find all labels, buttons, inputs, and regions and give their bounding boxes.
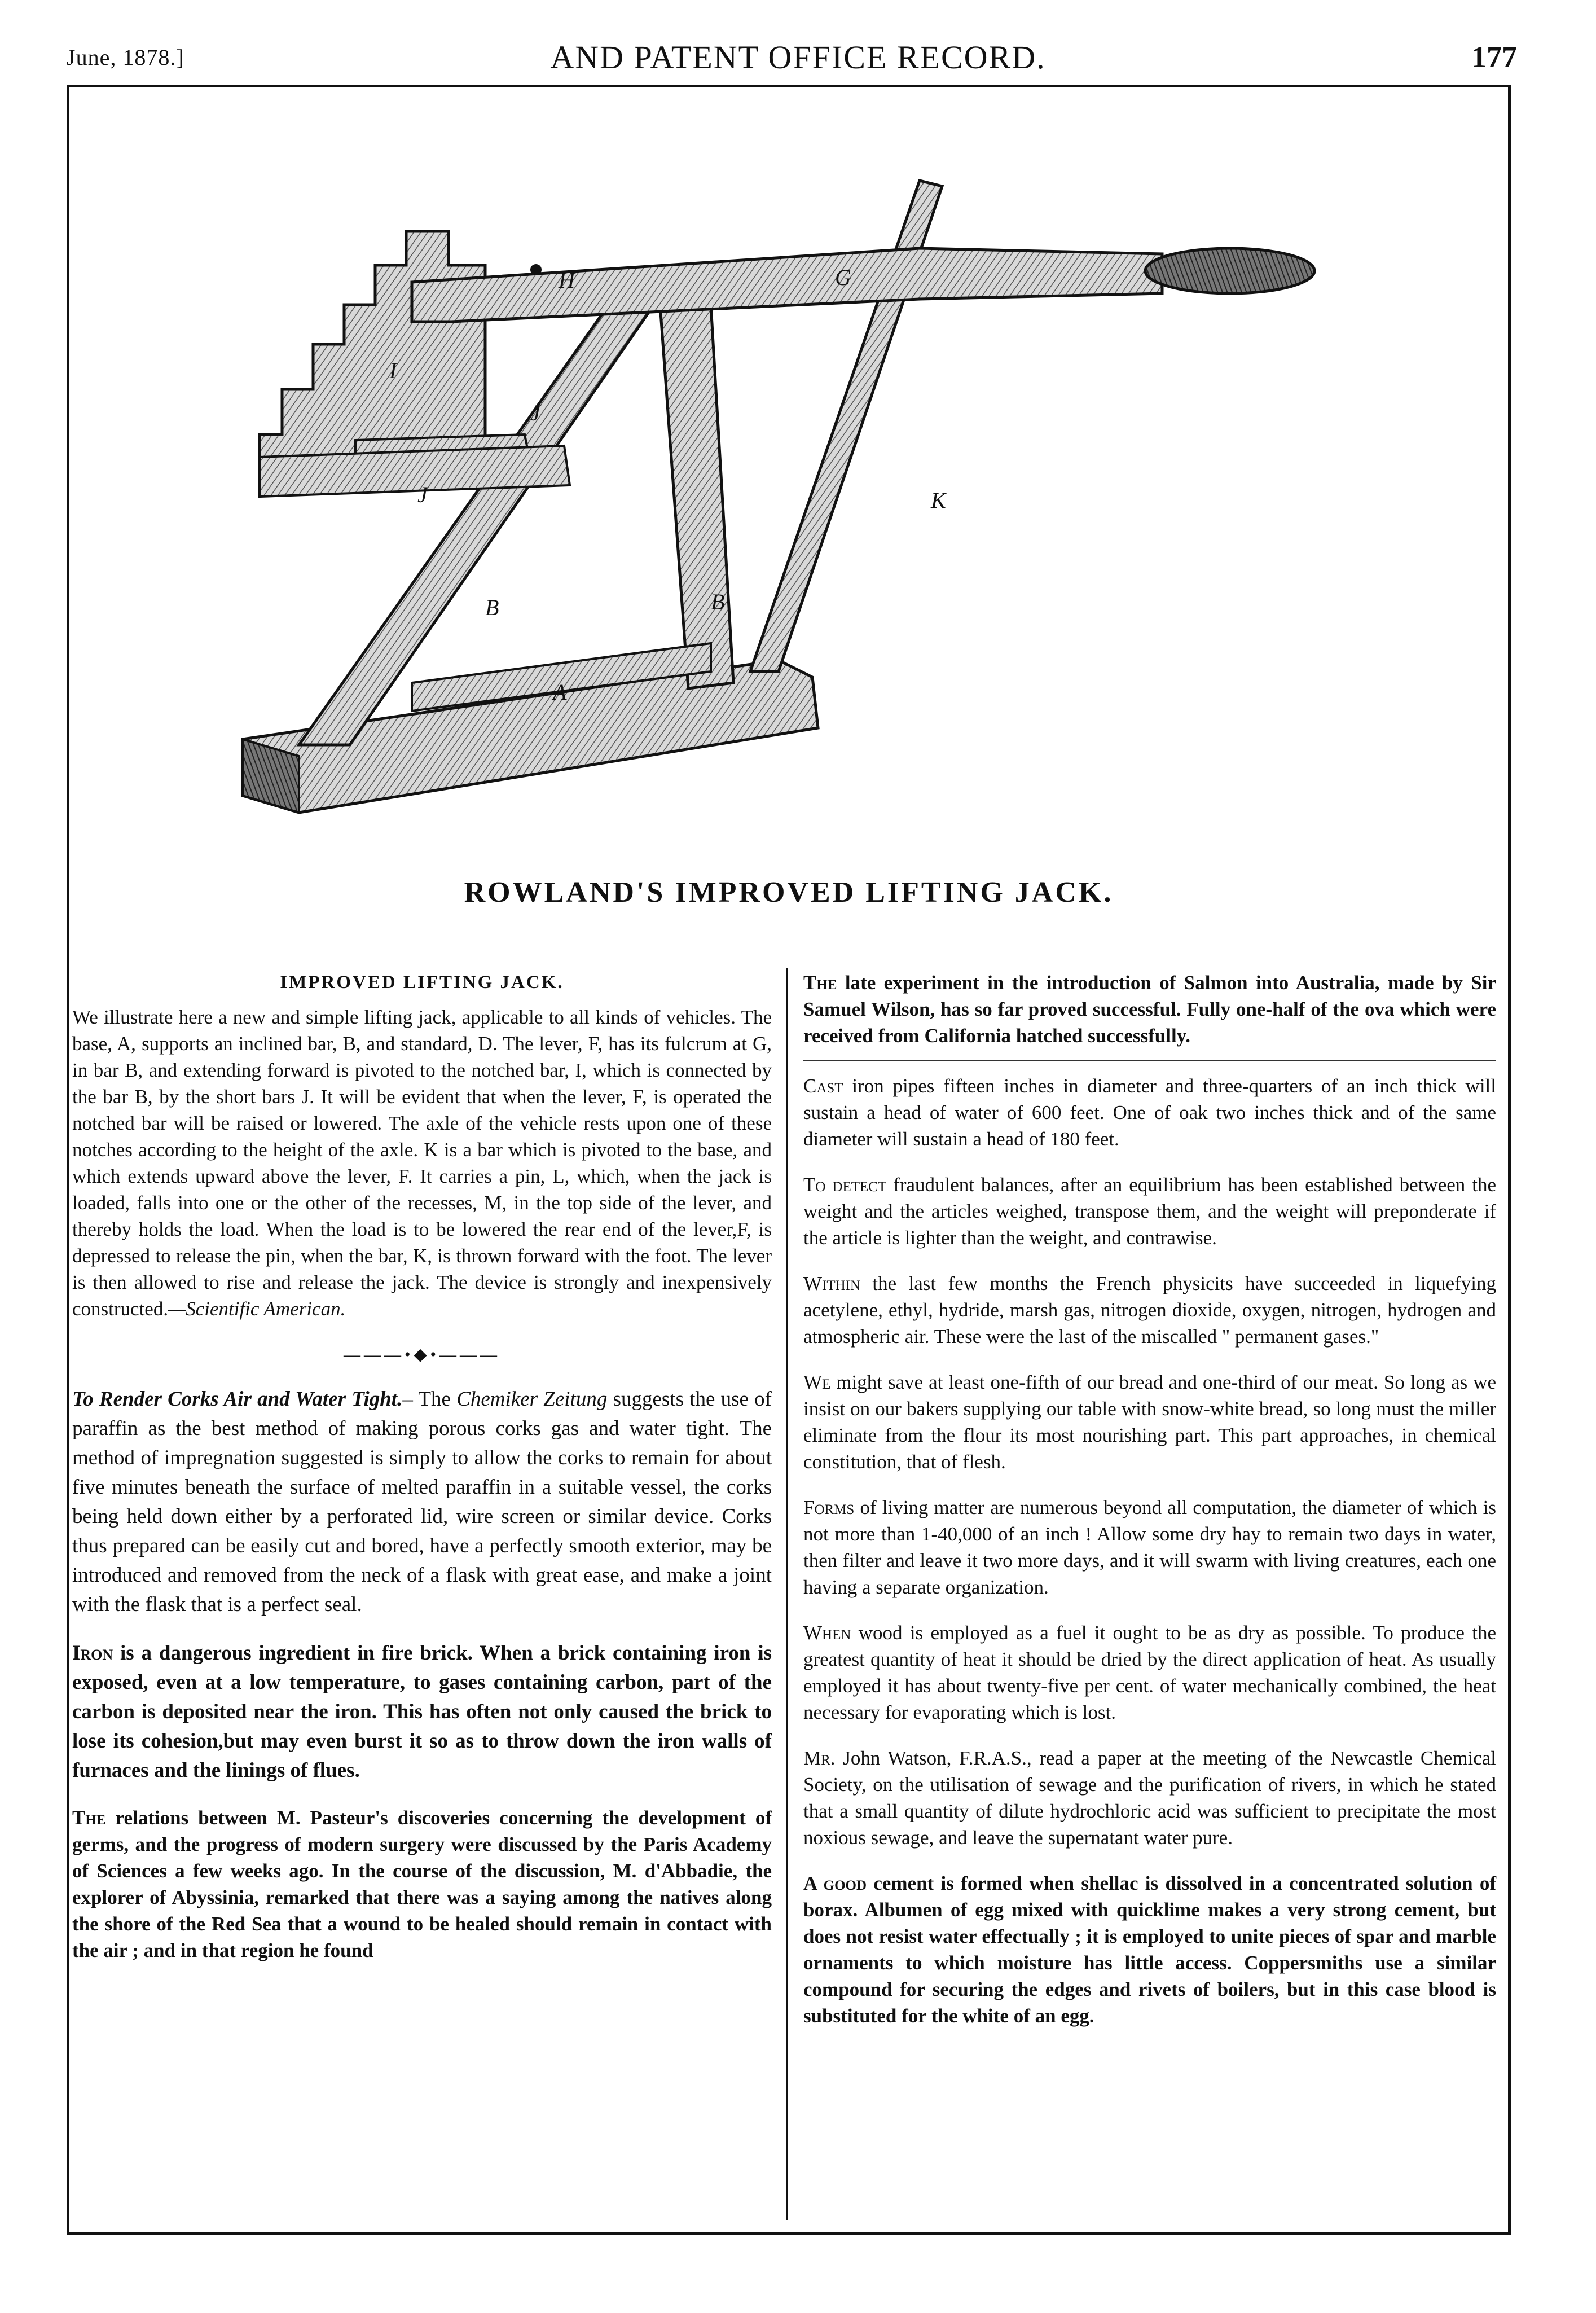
note-balances — [803, 1171, 1496, 1251]
note-gases — [803, 1270, 1496, 1350]
note-salmon-lead: The — [803, 972, 837, 994]
article-corks-title: To Render Corks Air and Water Tight. — [72, 1388, 403, 1411]
note-wood-fuel-body: wood is employed as a fuel it ought to be as dry as possible. To produce the greatest quantity of heat it should be dried by the direct application of heat. As usually employed it has about twenty-five per cent. of water mechanically combined, the heat necessary for evaporating which is lost. — [803, 1622, 1497, 1723]
note-balances-body: fraudulent balances, after an equilibrium has been established between the weight and the articles weighed, transpose them, and the weight will preponderate if the article is lighter than the weight, and contrawise. — [803, 1174, 1496, 1249]
article-corks-source: Chemiker Zeitung — [456, 1388, 608, 1411]
note-gases-lead: Within — [803, 1272, 861, 1294]
note-rule — [803, 1060, 1496, 1061]
standard-bar — [660, 305, 733, 688]
svg-text:J: J — [417, 482, 428, 507]
article-iron — [72, 1639, 772, 1785]
column-divider — [786, 968, 788, 2220]
note-salmon-body: late experiment in the introduction of Salmon into Australia, made by Sir Samuel Wilson, has so far proved successful. Fully one-half of the ova which were received from California hatched successfully. — [803, 972, 1496, 1047]
note-cast-iron — [803, 1073, 1496, 1152]
lever-handle — [1145, 248, 1314, 293]
note-cement — [803, 1870, 1496, 2029]
note-cement-body: cement is formed when shellac is dissolved in a concentrated solution of borax. Albumen of egg mixed with quicklime makes a very strong cement, but does not resist water effectually ; it is employed to unite pieces of spar and marble ornaments to which moisture has little access. Coppersmiths use a similar compound for securing the edges and rivets of boilers, but in this case blood is substituted for the white of an egg. — [803, 1872, 1496, 2027]
right-column — [803, 969, 1496, 2048]
lifting-jack-illustration — [169, 118, 1410, 852]
article-iron-body: is a dangerous ingredient in fire brick. When a brick containing iron is exposed, even at a low temperature, to gases containing carbon, part of the carbon is deposited near the iron. This has often not only caused the brick to lose its cohesion,but may even burst it so as to throw down the iron walls of furnaces and the linings of flues. — [72, 1642, 772, 1782]
article-lifting-jack-body: We illustrate here a new and simple lifting jack, applicable to all kinds of vehicles. The base, A, supports an inclined bar, B, and standard, D. The lever, F, has its fulcrum at G, in bar B, and extending forward is pivoted to the notched bar, I, which is connected by the bar B, by the short bars J. It will be evident that when the lever, F, is operated the notched bar will be raised or lowered. The axle of the vehicle rests upon one of these notches according to the height of the axle. K is a bar which is pivoted to the base, and which extends upward above the lever, F. It carries a pin, L, which, when the jack is loaded, falls into one or the other of the recesses, M, in the top side of the lever, and thereby holds the load. When the load is to be lowered the rear end of the lever,F, is depressed to release the pin, when the bar, K, is thrown forward with the foot. The lever is then allowed to rise and release the jack. The device is strongly and inexpensively constructed. — [72, 1006, 772, 1320]
lever — [412, 248, 1162, 322]
note-wood-fuel — [803, 1619, 1496, 1726]
article-heading-lifting-jack: IMPROVED LIFTING JACK. — [280, 972, 564, 993]
svg-text:B: B — [485, 595, 499, 620]
note-living-matter — [803, 1494, 1496, 1600]
note-cement-lead: A good — [803, 1872, 867, 1894]
section-ornament: ———•◆•——— — [343, 1345, 501, 1364]
note-cast-iron-lead: Cast — [803, 1075, 843, 1097]
note-salmon — [803, 969, 1496, 1049]
article-pasteur-body: relations between M. Pasteur's discoveries concerning the development of germs, and the progress of modern surgery were discussed by the Paris Academy of Sciences a few weeks ago. In the course of the discussion, M. d'Abbadie, the explorer of Abyssinia, remarked that there was a saying among the natives along the shore of the Red Sea that a wound to be healed should remain in contact with the air ; and in that region he found — [72, 1807, 772, 1961]
svg-text:J: J — [530, 400, 540, 425]
article-lifting-jack-source: —Scientific American. — [168, 1298, 346, 1320]
note-bread — [803, 1369, 1496, 1475]
note-cast-iron-body: iron pipes fifteen inches in diameter and three-quarters of an inch thick will sustain a head of water of 600 feet. One of oak two inches thick and of the same diameter will sustain a head of 180 feet. — [803, 1075, 1497, 1150]
note-living-matter-body: of living matter are numerous beyond all computation, the diameter of which is not more than 1-40,000 of an inch ! Allow some dry hay to remain two days in water, then filter and leave it two more days, and it will swarm with living creatures, each one having a separate organization. — [803, 1496, 1496, 1598]
note-sewage-lead: Mr. — [803, 1747, 836, 1769]
page-number: 177 — [1471, 40, 1517, 74]
svg-text:H: H — [559, 267, 575, 293]
figure-caption: ROWLAND'S IMPROVED LIFTING JACK. — [464, 876, 1114, 908]
article-pasteur — [72, 1805, 772, 1964]
svg-text:A: A — [553, 679, 567, 705]
note-gases-body: the last few months the French physicits have succeeded in liquefying acetylene, ethyl, hydride, marsh gas, nitrogen dioxide, oxygen, nitrogen, hydrogen and atmospheric air. These were the last of the miscalled " permanent gases." — [803, 1272, 1497, 1348]
note-sewage-body: John Watson, F.R.A.S., read a paper at the meeting of the Newcastle Chemical Society, on the utilisation of sewage and the purification of rivers, in which he stated that a small quantity of dilute hydrochloric acid was sufficient to precipitate the most noxious sewage, and leave the supernatant water pure. — [803, 1747, 1497, 1849]
svg-text:G: G — [835, 265, 851, 290]
article-corks-pre: The — [418, 1388, 451, 1411]
article-corks-body: suggests the use of paraffin as the best method of making porous corks gas and water tight. The method of impregnation suggested is simply to allow the corks to remain for about five minutes beneath the surface of melted paraffin in a suitable vessel, the corks being held down either by a perforated lid, wire screen or similar device. Corks thus prepared can be easily cut and bored, have a perfectly smooth exterior, may be introduced and removed from the neck of a flask with great ease, and make a joint with the flask that is a perfect seal. — [72, 1388, 772, 1616]
note-bread-body: might save at least one-fifth of our bread and one-third of our meat. So long as we insist on our bakers supplying our table with snow-white bread, so long must the miller eliminate from the flour its most nourishing part. This part approaches, in chemical constitution, that of flesh. — [803, 1371, 1496, 1473]
note-bread-lead: We — [803, 1371, 831, 1393]
note-wood-fuel-lead: When — [803, 1622, 851, 1644]
note-sewage — [803, 1745, 1496, 1851]
page-header — [0, 0, 1596, 85]
svg-text:K: K — [931, 488, 946, 513]
article-pasteur-lead: The — [72, 1807, 106, 1829]
article-corks: To Render Corks Air and Water Tight.– The Chemiker Zeitung suggests the use of paraffin as the best method of making porous corks gas and water tight. The method of impregnation suggested is simply to allow the corks to remain for about five minutes beneath the surface of melted paraffin in a suitable vessel, the corks being held down either by a perforated lid, wire screen or similar device. Corks thus prepared can be easily cut and bored, have a perfectly smooth exterior, may be introduced and removed from the neck of a flask with great ease, and make a joint with the flask that is a perfect seal. — [72, 1388, 772, 1616]
note-balances-lead: To detect — [803, 1174, 887, 1196]
note-living-matter-lead: Forms — [803, 1496, 855, 1518]
article-iron-lead: Iron — [72, 1642, 113, 1665]
svg-text:I: I — [389, 358, 397, 383]
svg-text:B: B — [711, 589, 725, 615]
article-lifting-jack — [72, 1004, 772, 1322]
issue-date: June, 1878.] — [67, 45, 184, 70]
running-title: AND PATENT OFFICE RECORD. — [550, 39, 1046, 76]
left-column — [72, 969, 772, 1983]
